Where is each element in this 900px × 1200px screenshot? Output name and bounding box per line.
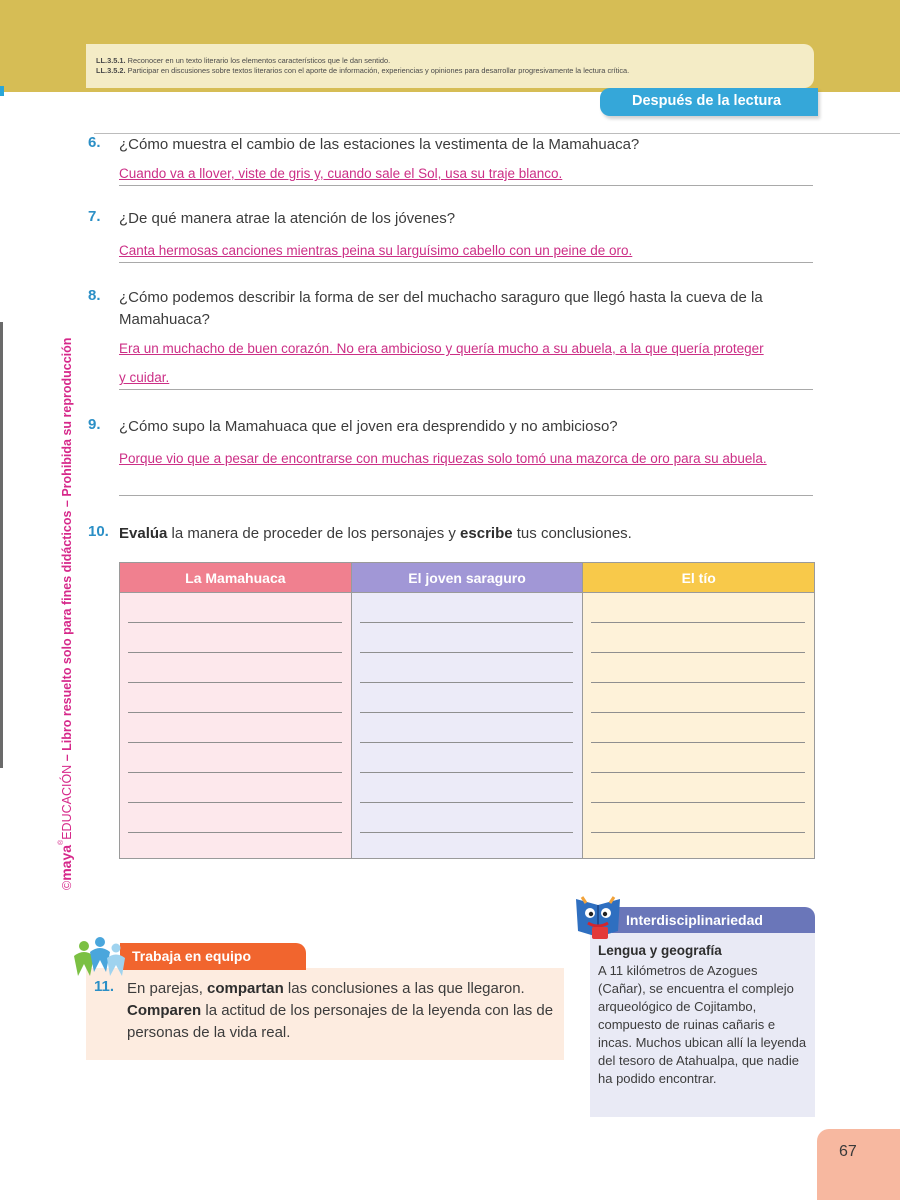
question-10: [88, 523, 818, 545]
question-number: 7.: [88, 208, 101, 225]
question-number: 6.: [88, 134, 101, 151]
question-text: Evalúa la manera de proceder de los personajes y escribe tus conclusiones.: [119, 525, 632, 542]
question-11: [94, 978, 562, 1044]
question-number: 10.: [88, 523, 109, 540]
question-number: 9.: [88, 416, 101, 433]
question-text: ¿Cómo supo la Mamahuaca que el joven era desprendido y no ambicioso?: [119, 418, 618, 435]
question-8: [88, 287, 818, 331]
answer-line-6[interactable]: [119, 164, 813, 186]
interdisciplinary-body: A 11 kilómetros de Azogues (Cañar), se encuentra el complejo arqueológico de Cojitambo, compuesto de ruinas cañaris e incas. Muchos ubican allí la leyenda del tesoro de Atahualpa, que nadie ha podido encontrar.: [598, 963, 807, 1086]
writing-area[interactable]: [120, 593, 351, 858]
publisher-logo: maya: [58, 844, 74, 881]
margin-bar: [0, 322, 3, 768]
question-text: ¿Cómo podemos describir la forma de ser del muchacho saraguro que llegó hasta la cueva de la Mamahuaca?: [119, 289, 763, 328]
standard-2: LL.3.5.2. Participar en discusiones sobre textos literarios con el aporte de información, experiencias y opiniones para desarrollar progresivamente la lectura crítica.: [96, 66, 630, 75]
answer-text: Cuando va a llover, viste de gris y, cuando sale el Sol, usa su traje blanco.: [119, 166, 563, 181]
answer-line-7[interactable]: [119, 241, 813, 263]
interdisciplinary-heading: Lengua y geografía: [598, 943, 722, 958]
section-tab-label: Después de la lectura: [632, 93, 782, 109]
header-accent: [0, 86, 4, 96]
answer-text: Era un muchacho de buen corazón. No era ambicioso y quería mucho a su abuela, a la que quería proteger: [119, 341, 764, 356]
interdisciplinary-tab: [612, 907, 815, 933]
standard-1: LL.3.5.1. Reconocer en un texto literario los elementos característicos que le dan sentido.: [96, 56, 391, 65]
section-tab: [600, 88, 818, 116]
question-number: 8.: [88, 287, 101, 304]
page-number: 67: [839, 1143, 857, 1160]
team-work-label: Trabaja en equipo: [132, 948, 252, 964]
answer-text: Porque vio que a pesar de encontrarse con muchas riquezas solo tomó una mazorca de oro para su abuela.: [119, 451, 767, 466]
answer-line-8a[interactable]: [119, 339, 813, 361]
table-header: El joven saraguro: [352, 563, 583, 593]
question-text: En parejas, compartan las conclusiones a las que llegaron. Comparen la actitud de los personajes de la leyenda con las de personas de la vida real.: [127, 980, 554, 1041]
answer-line-9-extra[interactable]: [119, 474, 813, 496]
writing-area[interactable]: [352, 593, 583, 858]
question-6: [88, 134, 818, 156]
answer-line-9[interactable]: [119, 449, 813, 471]
table-column-tio: [583, 563, 814, 858]
question-number: 11.: [94, 978, 115, 995]
interdisciplinary-box: [590, 933, 815, 1117]
table-header: El tío: [583, 563, 814, 593]
team-work-tab: [120, 943, 306, 970]
page-number-tab: [817, 1129, 900, 1200]
table-header: La Mamahuaca: [120, 563, 351, 593]
interdisciplinary-label: Interdisciplinariedad: [626, 912, 763, 928]
curriculum-standards: [86, 44, 814, 88]
book-mascot-icon: [572, 893, 624, 943]
table-column-joven: [352, 563, 584, 858]
answer-text: y cuidar.: [119, 370, 170, 385]
answer-line-8b[interactable]: [119, 368, 813, 390]
writing-area[interactable]: [583, 593, 814, 858]
question-7: [88, 208, 818, 230]
question-9: [88, 416, 818, 438]
table-column-mamahuaca: [120, 563, 352, 858]
header-band: [0, 0, 900, 92]
question-text: ¿De qué manera atrae la atención de los jóvenes?: [119, 210, 456, 227]
answer-text: Canta hermosas canciones mientras peina su larguísimo cabello con un peine de oro.: [119, 243, 633, 258]
copyright-notice: ©maya®EDUCACIÓN – Libro resuelto solo para fines didácticos – Prohibida su reproducción: [58, 337, 74, 890]
question-text: ¿Cómo muestra el cambio de las estaciones la vestimenta de la Mamahuaca?: [119, 136, 640, 153]
team-icon: [70, 934, 130, 978]
conclusions-table: [119, 562, 815, 859]
